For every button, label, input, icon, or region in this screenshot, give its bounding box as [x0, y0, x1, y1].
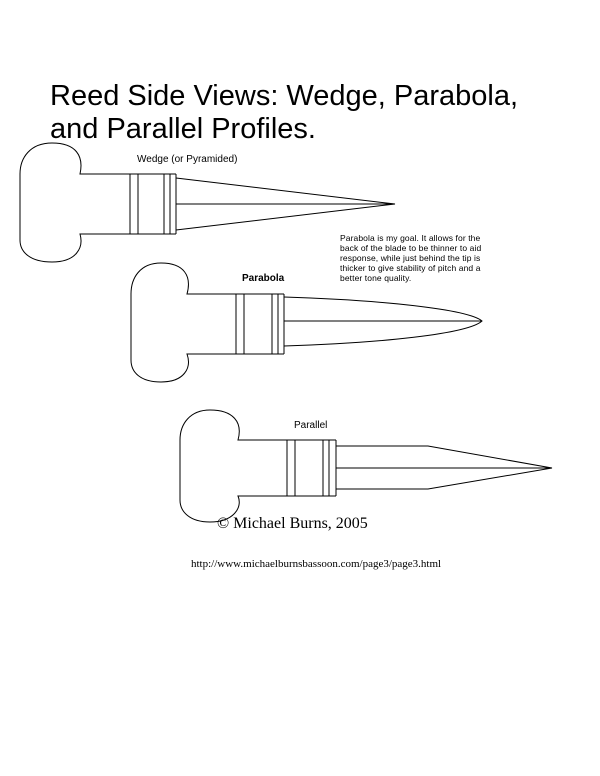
title-line-2: and Parallel Profiles. [50, 113, 316, 145]
copyright: © Michael Burns, 2005 [217, 515, 368, 532]
title-line-1: Reed Side Views: Wedge, Parabola, [50, 80, 519, 112]
source-url: http://www.michaelburnsbassoon.com/page3/page3.html [191, 558, 442, 570]
parabola-note: Parabola is my goal. It allows for the back of the blade to be thinner to aid response, while just behind the tip is thicker to give stability of pitch and a better tone quality. [340, 233, 482, 283]
parabola-label: Parabola [242, 273, 285, 284]
parallel-label: Parallel [294, 420, 328, 431]
parallel-reed [180, 410, 552, 522]
parallel-reed-tube [180, 410, 287, 522]
parabola-reed-tube [131, 263, 236, 382]
wedge-label: Wedge (or Pyramided) [137, 154, 238, 165]
wedge-reed-tube [20, 143, 130, 262]
